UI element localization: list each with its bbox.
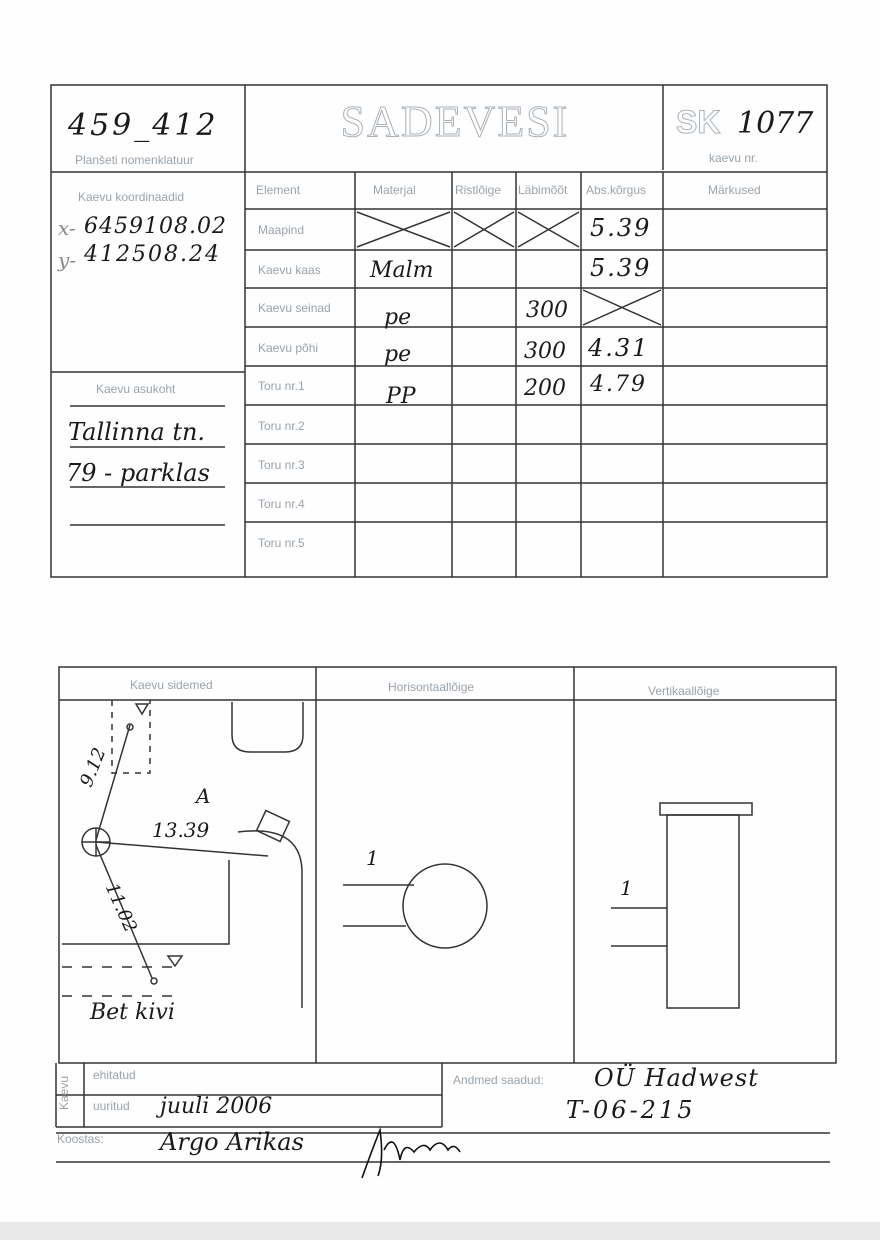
job-number: T-06-215 — [566, 1096, 696, 1124]
built-label: ehitatud — [93, 1068, 136, 1082]
walls-diameter: 300 — [526, 298, 568, 323]
page-title: SADEVESI — [340, 97, 570, 146]
row-label-walls: Kaevu seinad — [258, 301, 331, 315]
footer-side-label: Kaevu — [57, 1075, 71, 1110]
cover-elevation: 5.39 — [590, 254, 652, 282]
pipe-1-elevation: 4.79 — [590, 372, 647, 397]
pipe-1-material: PP — [386, 384, 416, 409]
x-prefix: x- — [58, 216, 76, 240]
ground-elevation: 5.39 — [590, 214, 652, 242]
location-line-1: Tallinna tn. — [68, 418, 206, 446]
header-elevation: Abs.kõrgus — [586, 183, 647, 197]
company-name: OÜ Hadwest — [594, 1064, 759, 1092]
signature-scribble — [362, 1130, 460, 1178]
header-diameter: Läbimõõt — [518, 183, 568, 197]
well-number: 1077 — [737, 106, 814, 141]
area-label: A — [196, 784, 211, 808]
location-label: Kaevu asukoht — [96, 382, 176, 396]
row-label-pipe-5: Toru nr.5 — [258, 536, 305, 550]
row-label-pipe-3: Toru nr.3 — [258, 458, 305, 472]
horizontal-pipe-label: 1 — [366, 846, 379, 870]
plan-number-label: Planšeti nomenklatuur — [75, 153, 194, 167]
bottom-elevation: 4.31 — [588, 334, 650, 362]
row-label-cover: Kaevu kaas — [258, 263, 321, 277]
pipe-1-diameter: 200 — [524, 376, 566, 401]
row-label-bottom: Kaevu põhi — [258, 341, 319, 355]
author-name: Argo Arikas — [160, 1128, 304, 1156]
tie-distance-b: 13.39 — [152, 818, 210, 842]
bottom-diameter: 300 — [524, 339, 566, 364]
location-line-2: 79 - parklas — [66, 459, 210, 487]
horizontal-section-label: Horisontaallõige — [388, 680, 475, 694]
tie-distance-c: 11.02 — [100, 880, 141, 936]
row-label-ground: Maapind — [258, 223, 305, 237]
y-coordinate: 412508.24 — [84, 242, 221, 267]
header-material: Materjal — [373, 183, 416, 197]
well-number-label: kaevu nr. — [709, 151, 758, 165]
pavement-label: Bet kivi — [90, 1000, 175, 1025]
lower-frame — [59, 667, 836, 1063]
scan-edge — [0, 1222, 880, 1240]
vertical-section-label: Vertikaallõige — [648, 684, 720, 698]
header-section: Ristlõige — [455, 183, 502, 197]
header-notes: Märkused — [708, 183, 761, 197]
ties-label: Kaevu sidemed — [130, 678, 213, 692]
author-label: Koostas: — [57, 1132, 104, 1146]
x-coordinate: 6459108.02 — [84, 214, 227, 239]
vertical-pipe-label: 1 — [620, 876, 633, 900]
surveyed-date: juuli 2006 — [160, 1094, 273, 1119]
coordinates-label: Kaevu koordinaadid — [78, 190, 185, 204]
well-prefix: SK — [676, 104, 721, 140]
row-label-pipe-2: Toru nr.2 — [258, 419, 305, 433]
row-label-pipe-4: Toru nr.4 — [258, 497, 305, 511]
tie-distance-a: 9.12 — [76, 744, 111, 790]
header-element: Element — [256, 183, 301, 197]
data-source-label: Andmed saadud: — [453, 1073, 544, 1087]
cover-material: Malm — [370, 258, 434, 283]
plan-number: 459_412 — [68, 108, 219, 143]
bottom-material: pe — [384, 342, 412, 367]
walls-material: pe — [384, 305, 412, 330]
y-prefix: y- — [58, 248, 77, 272]
surveyed-label: uuritud — [93, 1099, 130, 1113]
row-label-pipe-1: Toru nr.1 — [258, 379, 305, 393]
